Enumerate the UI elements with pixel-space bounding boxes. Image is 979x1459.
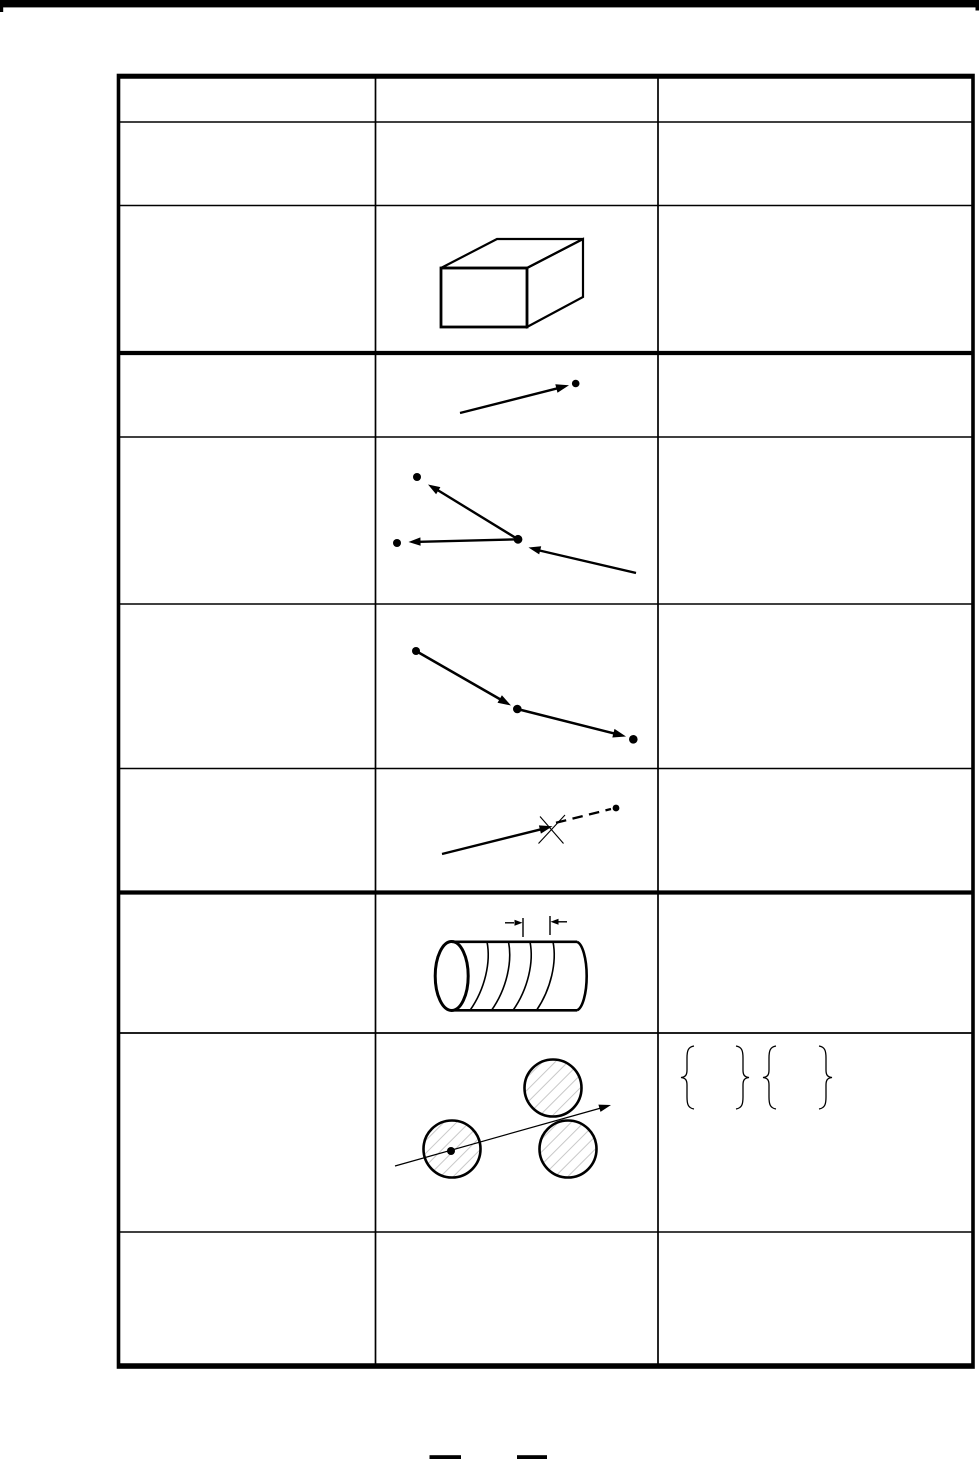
page-top-rule <box>0 0 979 12</box>
arrow-line <box>517 709 614 733</box>
end-point-dot <box>572 380 580 388</box>
arrowhead <box>555 384 569 393</box>
end-point-dot <box>613 805 620 812</box>
open-brace-glyph <box>763 1046 776 1109</box>
interrupted-dashed-arrow-figure <box>442 805 619 854</box>
direction-change-arrows-figure <box>393 473 636 573</box>
close-brace-glyph <box>819 1046 832 1109</box>
box-top-face <box>441 239 583 268</box>
arrow-line <box>416 651 501 700</box>
arrowhead <box>428 485 440 495</box>
hatched-circle <box>525 1060 582 1117</box>
arrowhead <box>498 695 512 705</box>
curly-brace-pairs-figure <box>681 1046 832 1109</box>
cylinder-left-end <box>435 942 468 1011</box>
arrowhead <box>598 1105 611 1112</box>
box-front-face <box>441 268 527 327</box>
arrow-line <box>438 490 519 539</box>
arrow-line <box>460 388 558 413</box>
arrowhead <box>409 537 421 545</box>
table-outer-border <box>119 76 974 1368</box>
thread-line <box>470 942 488 1011</box>
arrow-line <box>420 539 519 542</box>
table-grid <box>117 75 974 1367</box>
footer-rule <box>517 1455 547 1459</box>
top-rule-left-nub <box>0 5 3 12</box>
open-brace-glyph <box>681 1046 694 1109</box>
close-brace-glyph <box>736 1046 749 1109</box>
top-rule-bar <box>0 0 979 7</box>
thread-line <box>492 942 510 1011</box>
thread-line <box>537 942 555 1011</box>
cylinder-right-end <box>577 942 587 1011</box>
isometric-box-figure <box>441 239 583 327</box>
footer-rule-marks <box>430 1455 548 1459</box>
footer-rule <box>430 1455 462 1459</box>
pitch-dimension <box>505 916 567 937</box>
arrow-line <box>540 551 637 574</box>
single-arrow-to-point-figure <box>460 380 580 413</box>
arrowhead <box>529 546 542 554</box>
dimension-arrowhead <box>515 920 523 926</box>
arrow-line <box>442 829 541 854</box>
hatched-circles-with-tangent-arrow-figure <box>395 1060 611 1178</box>
arrowhead <box>539 825 553 833</box>
target-point-dot <box>393 539 401 547</box>
end-point-dot <box>629 735 638 744</box>
arrowhead <box>612 729 626 738</box>
hatched-circle <box>540 1121 597 1178</box>
threaded-cylinder-with-pitch-dimension-figure <box>435 916 586 1011</box>
thread-line <box>513 942 531 1011</box>
dimension-arrowhead <box>551 919 559 925</box>
target-point-dot <box>413 473 421 481</box>
two-segment-arrow-path-figure <box>412 647 638 744</box>
box-right-face <box>527 239 583 327</box>
top-rule-right-nub <box>976 5 979 11</box>
